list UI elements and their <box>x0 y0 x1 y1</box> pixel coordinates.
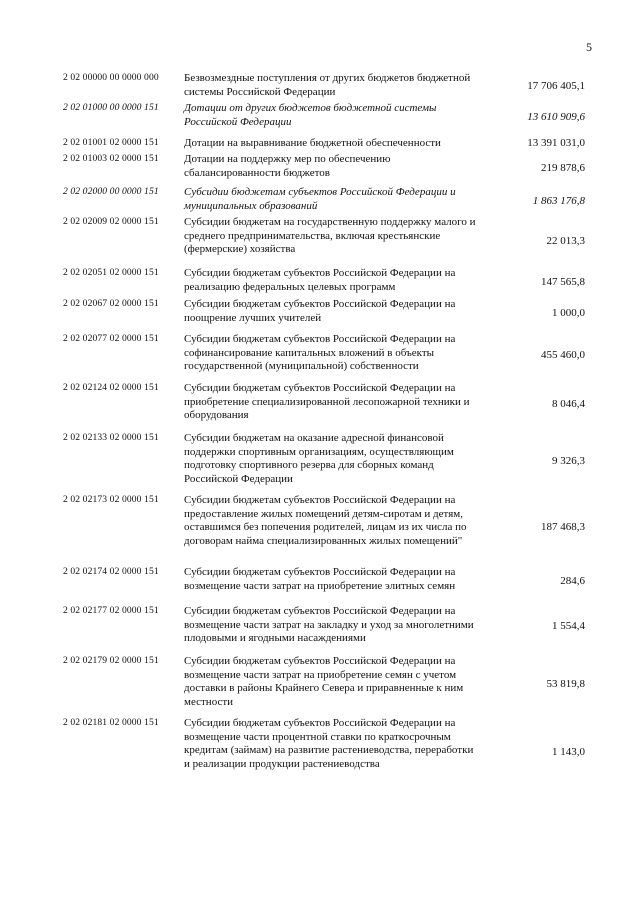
revenue-amount: 22 013,3 <box>546 235 585 247</box>
budget-code: 2 02 02051 02 0000 151 <box>63 267 159 278</box>
revenue-description: Дотации на выравнивание бюджетной обеспеченности <box>184 137 441 149</box>
budget-code: 2 02 01003 02 0000 151 <box>63 153 159 164</box>
revenue-description: Субсидии бюджетам субъектов Российской Федерации и муниципальных образований <box>184 186 456 212</box>
budget-code: 2 02 00000 00 0000 000 <box>63 72 159 83</box>
budget-code: 2 02 02174 02 0000 151 <box>63 566 159 577</box>
budget-code: 2 02 01001 02 0000 151 <box>63 137 159 148</box>
revenue-amount: 17 706 405,1 <box>527 80 585 92</box>
revenue-amount: 9 326,3 <box>552 455 585 467</box>
budget-code: 2 02 02181 02 0000 151 <box>63 717 159 728</box>
budget-code: 2 02 02177 02 0000 151 <box>63 605 159 616</box>
budget-code: 2 02 01000 00 0000 151 <box>63 102 159 113</box>
revenue-description: Безвозмездные поступления от других бюджетов бюджетной системы Российской Федерации <box>184 72 471 98</box>
revenue-description: Субсидии бюджетам субъектов Российской Федерации на приобретение специализированной лесопожарной техники и оборудования <box>184 382 470 422</box>
revenue-amount: 1 554,4 <box>552 620 585 632</box>
revenue-description: Дотации от других бюджетов бюджетной системы Российской Федерации <box>184 102 437 128</box>
budget-code: 2 02 02000 00 0000 151 <box>63 186 159 197</box>
revenue-description: Субсидии бюджетам на оказание адресной финансовой поддержки спортивным организациям, осуществляющим подготовку спортивного резерва для сборных команд Российской Федерации <box>184 432 454 486</box>
revenue-description: Дотации на поддержку мер по обеспечению сбалансированности бюджетов <box>184 153 391 179</box>
revenue-amount: 455 460,0 <box>541 349 585 361</box>
revenue-description: Субсидии бюджетам субъектов Российской Федерации на возмещение части затрат на закладку и уход за многолетними плодовыми и ягодными насаждениями <box>184 605 474 645</box>
budget-code: 2 02 02173 02 0000 151 <box>63 494 159 505</box>
revenue-amount: 187 468,3 <box>541 521 585 533</box>
revenue-amount: 53 819,8 <box>546 678 585 690</box>
revenue-amount: 13 391 031,0 <box>527 137 585 149</box>
budget-code: 2 02 02077 02 0000 151 <box>63 333 159 344</box>
revenue-amount: 1 143,0 <box>552 746 585 758</box>
budget-code: 2 02 02124 02 0000 151 <box>63 382 159 393</box>
revenue-amount: 13 610 909,6 <box>527 111 585 123</box>
budget-code: 2 02 02179 02 0000 151 <box>63 655 159 666</box>
revenue-description: Субсидии бюджетам субъектов Российской Федерации на предоставление жилых помещений детям-сиротам и детям, оставшимся без попечения родителей, лицам из их числа по договорам найма специализированных жилых помещений" <box>184 494 467 548</box>
budget-code: 2 02 02009 02 0000 151 <box>63 216 159 227</box>
revenue-description: Субсидии бюджетам субъектов Российской Федерации на реализацию федеральных целевых программ <box>184 267 456 293</box>
revenue-amount: 8 046,4 <box>552 398 585 410</box>
revenue-description: Субсидии бюджетам субъектов Российской Федерации на возмещение части затрат на приобретение семян с учетом доставки в районы Крайнего Севера и приравненные к ним местности <box>184 655 464 709</box>
budget-code: 2 02 02067 02 0000 151 <box>63 298 159 309</box>
revenue-amount: 1 000,0 <box>552 307 585 319</box>
revenue-amount: 147 565,8 <box>541 276 585 288</box>
revenue-amount: 1 863 176,8 <box>532 195 585 207</box>
revenue-amount: 284,6 <box>560 575 585 587</box>
revenue-description: Субсидии бюджетам субъектов Российской Федерации на поощрение лучших учителей <box>184 298 456 324</box>
revenue-description: Субсидии бюджетам субъектов Российской Федерации на возмещение части затрат на приобретение элитных семян <box>184 566 456 592</box>
revenue-description: Субсидии бюджетам субъектов Российской Федерации на возмещение части процентной ставки по краткосрочным кредитам (займам) на развитие растениеводства, переработки и реализации продукции растениеводства <box>184 717 474 771</box>
budget-code: 2 02 02133 02 0000 151 <box>63 432 159 443</box>
page-number: 5 <box>586 40 592 54</box>
revenue-description: Субсидии бюджетам субъектов Российской Федерации на софинансирование капитальных вложений в объекты государственной (муниципальной) собственности <box>184 333 456 373</box>
revenue-amount: 219 878,6 <box>541 162 585 174</box>
revenue-description: Субсидии бюджетам на государственную поддержку малого и среднего предпринимательства, включая крестьянские (фермерские) хозяйства <box>184 216 476 256</box>
